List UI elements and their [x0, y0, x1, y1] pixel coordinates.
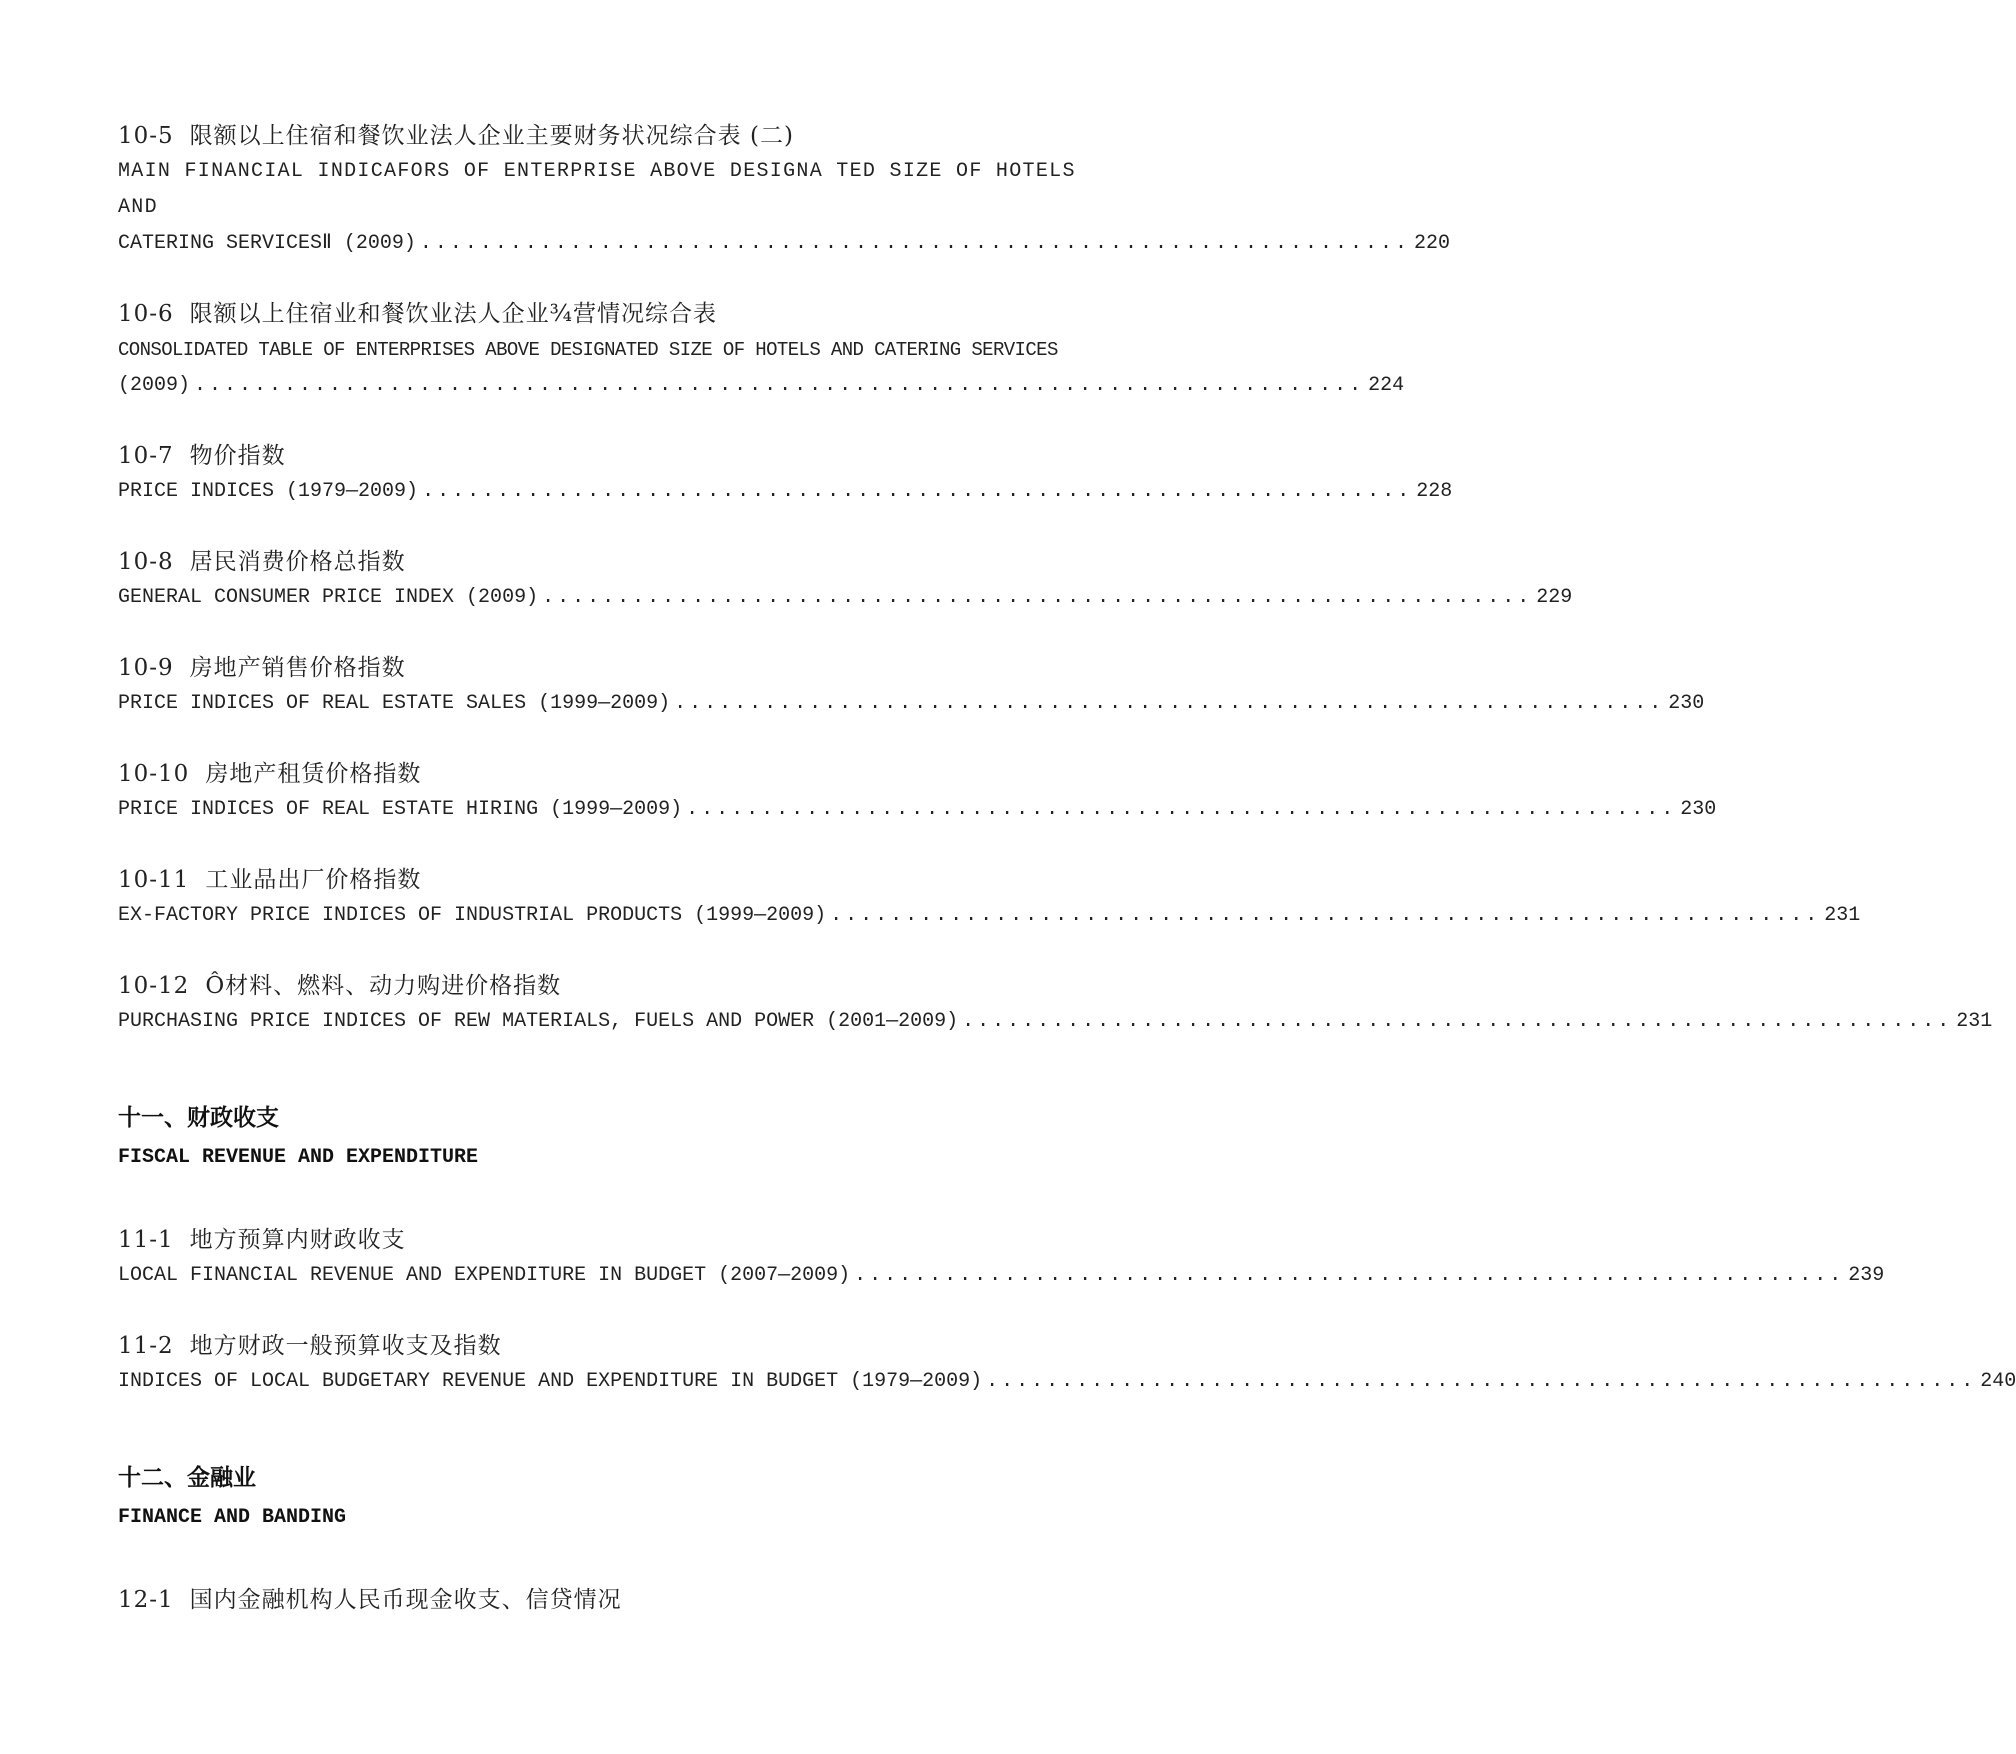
entry-title-zh: 10-12 Ô材料、燃料、动力购进价格指数 [118, 973, 562, 999]
toc-line[interactable]: LOCAL FINANCIAL REVENUE AND EXPENDITURE IN BUDGET (2007—2009) .................................................................. 239 [118, 1258, 1126, 1294]
toc-entry-10-12 [118, 968, 1993, 1040]
toc-entry-11-1 [118, 1222, 1885, 1294]
page-number: 239 [1848, 1264, 1885, 1287]
entry-title-zh: 10-8 居民消费价格总指数 [118, 549, 406, 575]
page-number: 228 [1416, 480, 1453, 503]
leader-dots: .................................................................. [830, 904, 1821, 927]
section-heading-11 [118, 1098, 1126, 1178]
entry-title-en: CONSOLIDATED TABLE OF ENTERPRISES ABOVE DESIGNATED SIZE OF HOTELS AND CATERING SERVICES [118, 339, 1058, 361]
toc-line[interactable]: (2009) .............................................................................. 224 [118, 368, 1126, 404]
entry-title-zh: 10-7 物价指数 [118, 443, 286, 469]
entry-title-zh: 11-2 地方财政一般预算收支及指数 [118, 1333, 502, 1359]
toc-content [118, 118, 2016, 1652]
toc-entry-11-2 [118, 1328, 2016, 1400]
entry-title-zh: 10-11 工业品出厂价格指数 [118, 867, 422, 893]
toc-entry-12-1 [118, 1582, 1126, 1618]
toc-line[interactable]: CATERING SERVICESⅡ (2009) .................................................................. 220 [118, 226, 1126, 262]
toc-line[interactable]: PRICE INDICES OF REAL ESTATE HIRING (1999—2009) .................................................................. 230 [118, 792, 1126, 828]
leader-dots: .................................................................. [686, 798, 1677, 821]
section-title-zh: 十一、财政收支 [118, 1104, 279, 1131]
leader-dots: .................................................................. [986, 1370, 1977, 1393]
leader-dots: .................................................................. [419, 232, 1411, 255]
toc-entry-10-11 [118, 862, 1861, 934]
toc-entry-10-6 [118, 296, 1405, 404]
section-title-en: FINANCE AND BANDING [118, 1506, 347, 1529]
toc-line[interactable]: INDICES OF LOCAL BUDGETARY REVENUE AND EXPENDITURE IN BUDGET (1979—2009) .................................................................. 240 [118, 1364, 1126, 1400]
entry-title-zh: 12-1 国内金融机构人民币现金收支、信贷情况 [118, 1587, 622, 1613]
entry-title-zh: 10-6 限额以上住宿业和餐饮业法人企业¾营情况综合表 [118, 301, 717, 327]
page-number: 220 [1414, 232, 1451, 255]
toc-entry-10-7 [118, 438, 1453, 510]
leader-dots: .............................................................................. [194, 374, 1365, 397]
page-number: 240 [1980, 1370, 2016, 1393]
entry-title-zh: 10-9 房地产销售价格指数 [118, 655, 406, 681]
entry-title-zh: 10-10 房地产租赁价格指数 [118, 761, 422, 787]
page-number: 230 [1680, 798, 1717, 821]
page-number: 229 [1536, 586, 1573, 609]
toc-entry-10-8 [118, 544, 1573, 616]
section-title-en: FISCAL REVENUE AND EXPENDITURE [118, 1146, 479, 1169]
leader-dots: .................................................................. [962, 1010, 1953, 1033]
page-number: 224 [1368, 374, 1405, 397]
toc-entry-10-9 [118, 650, 1705, 722]
toc-line[interactable]: PRICE INDICES OF REAL ESTATE SALES (1999—2009) .................................................................. 230 [118, 686, 1126, 722]
toc-line[interactable]: GENERAL CONSUMER PRICE INDEX (2009) .................................................................. 229 [118, 580, 1126, 616]
page-number: 230 [1668, 692, 1705, 715]
entry-title-zh: 11-1 地方预算内财政收支 [118, 1227, 406, 1253]
section-title-zh: 十二、金融业 [118, 1464, 256, 1491]
page-number: 231 [1824, 904, 1861, 927]
leader-dots: .................................................................. [422, 480, 1413, 503]
leader-dots: .................................................................. [854, 1264, 1845, 1287]
toc-line[interactable]: EX-FACTORY PRICE INDICES OF INDUSTRIAL PRODUCTS (1999—2009) .................................................................. 231 [118, 898, 1126, 934]
leader-dots: .................................................................. [674, 692, 1665, 715]
toc-line[interactable]: PRICE INDICES (1979—2009) .................................................................. 228 [118, 474, 1126, 510]
page-number: 231 [1956, 1010, 1993, 1033]
leader-dots: .................................................................. [542, 586, 1533, 609]
section-heading-12 [118, 1458, 1126, 1538]
entry-title-zh: 10-5 限额以上住宿和餐饮业法人企业主要财务状况综合表 (二) [118, 123, 794, 149]
toc-entry-10-10 [118, 756, 1717, 828]
toc-line[interactable]: PURCHASING PRICE INDICES OF REW MATERIALS, FUELS AND POWER (2001—2009) .................................................................. 231 [118, 1004, 1126, 1040]
toc-entry-10-5 [118, 118, 1451, 262]
entry-title-en: MAIN FINANCIAL INDICAFORS OF ENTERPRISE ABOVE DESIGNA TED SIZE OF HOTELS AND [118, 160, 1076, 219]
